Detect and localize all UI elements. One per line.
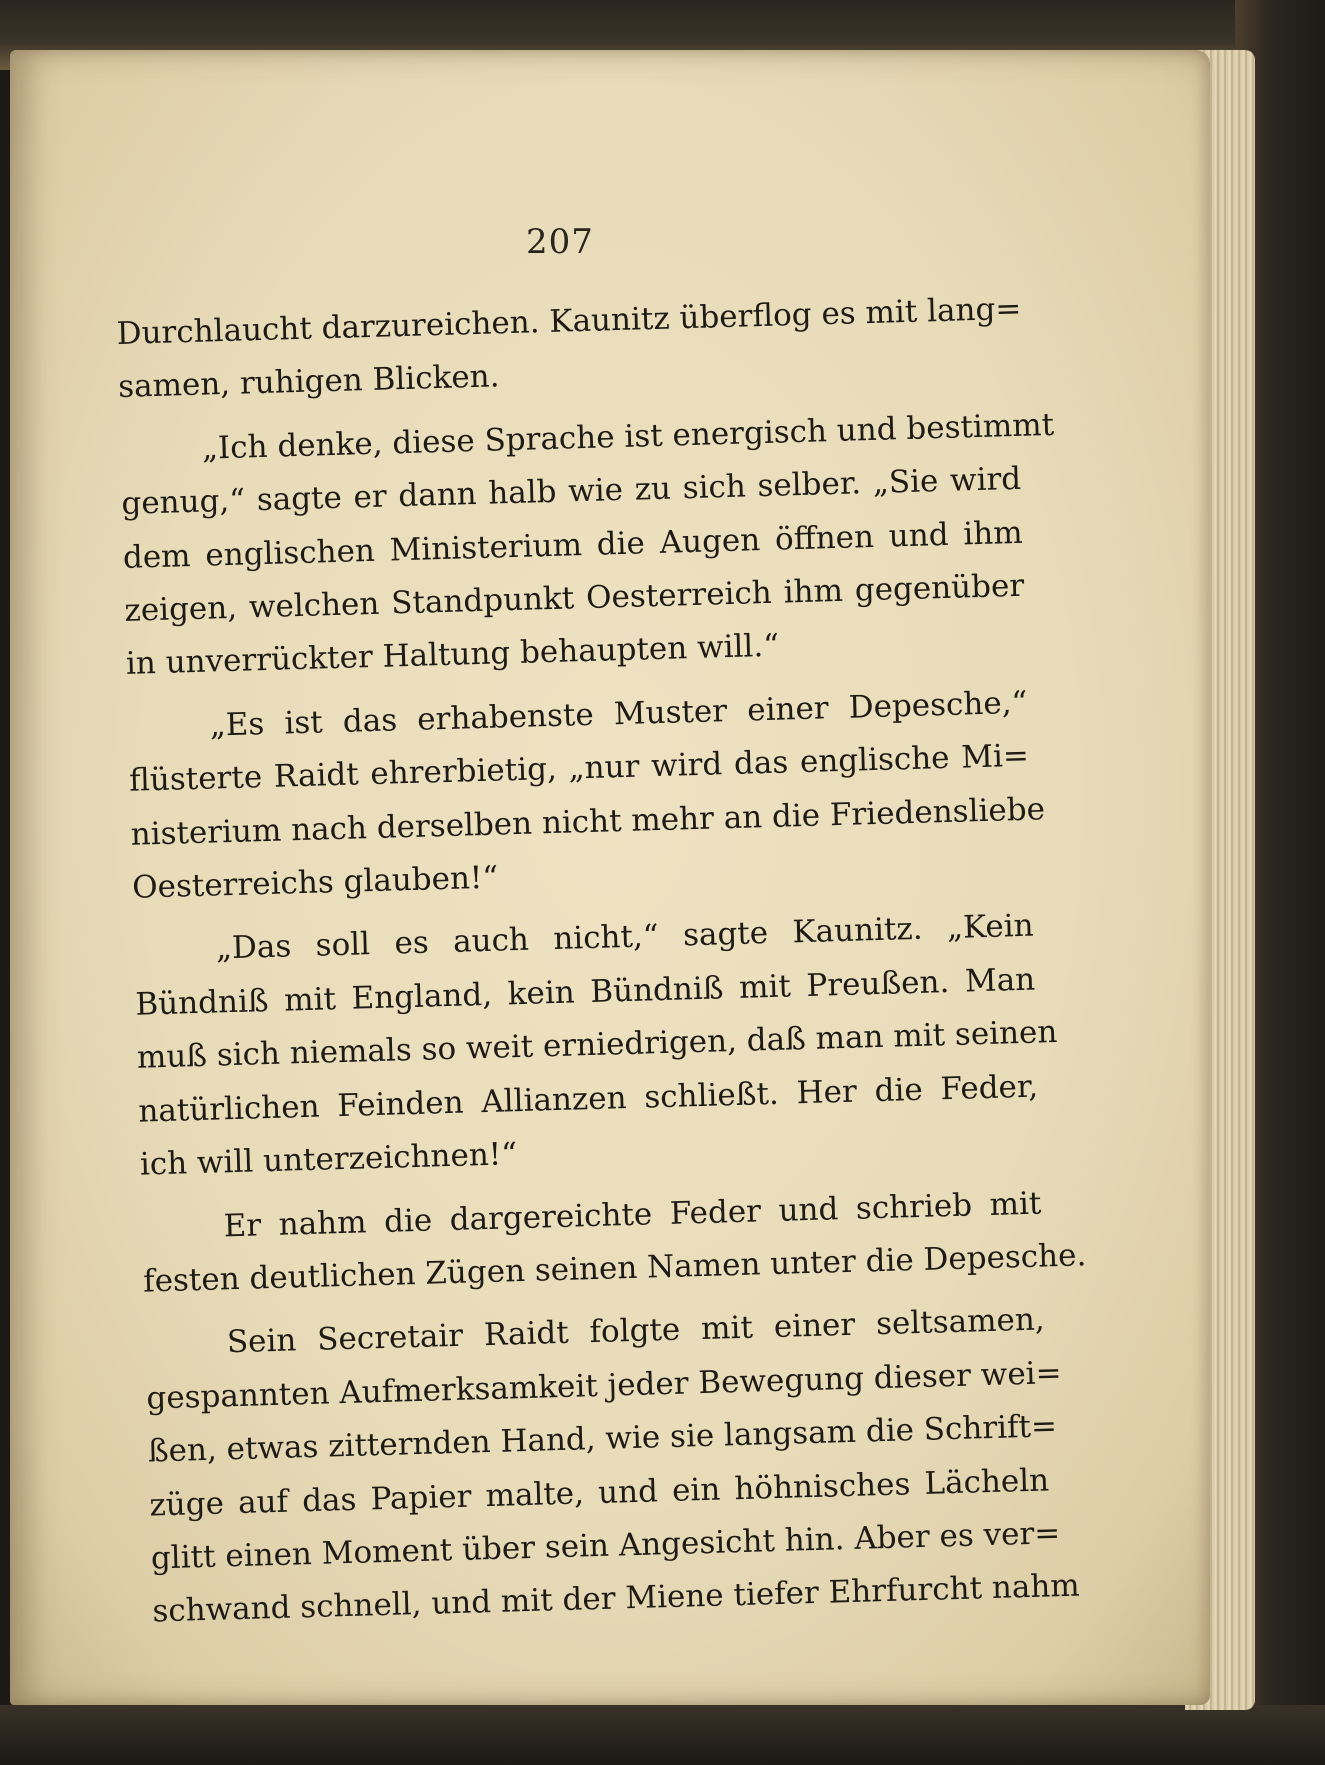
text-line: zeigen, welchen Standpunkt Oesterreich ihm gegenüber [123,567,1025,629]
text-line: flüsterte Raidt ehrerbietig, „nur wird das englische Mi= [128,737,1030,800]
book-cover-bottom-edge [0,1705,1325,1765]
text-line: samen, ruhigen Blicken. [117,358,500,406]
book-page [10,50,1210,1705]
text-line: „Das soll es auch nicht,“ sagte Kaunitz. „Kein [215,908,1035,967]
paragraph [133,900,1058,1192]
text-line: ich will unterzeichnen!“ [139,1136,518,1183]
text-line: genug,“ sagte er dann halb wie zu sich selber. „Sie wird [120,461,1022,523]
paragraph [127,677,1046,916]
paragraph [141,1177,1087,1309]
text-line: „Ich denke, diese Sprache ist energisch und bestimmt [201,406,1055,467]
text-line: Durchlaucht darzureichen. Kaunitz überflog es mit lang= [116,290,1022,352]
text-line: Oesterreichs glauben!“ [131,859,499,906]
text-line: Sein Secretair Raidt folgte mit einer seltsamen, [226,1301,1046,1361]
paragraph [119,400,1055,692]
text-line: festen deutlichen Zügen seinen Namen unter die Depesche. [142,1237,1087,1300]
page-number: 207 [526,222,594,262]
text-line: dem englischen Ministerium die Augen öffnen und ihm [122,514,1024,576]
paragraph [144,1294,1081,1639]
text-line: ßen, etwas zitternden Hand, wie sie langsam die Schrift= [147,1408,1058,1470]
text-line: natürlichen Feinden Allianzen schließt. Her die Feder, [137,1068,1039,1130]
text-line: „Es ist das erhabenste Muster einer Depesche,“ [209,684,1028,744]
paragraph [116,283,1022,415]
text-line: in unverrückter Haltung behaupten will.“ [125,628,780,683]
text-line: schwand schnell, und mit der Miene tiefer Ehrfurcht nahm [151,1567,1081,1630]
text-line: muß sich niemals so weit erniedrigen, daß man mit seinen [136,1014,1058,1076]
text-line: gespannten Aufmerksamkeit jeder Bewegung dieser wei= [145,1354,1063,1417]
text-line: Er nahm die dargereichte Feder und schrieb mit [223,1185,1042,1244]
text-line: nisterium nach derselben nicht mehr an die Friedensliebe [130,790,1046,853]
text-line: Bündniß mit England, kein Bündniß mit Preußen. Man [134,961,1036,1023]
page-body-text [116,283,1087,1649]
text-line: glitt einen Moment über sein Angesicht hin. Aber es ver= [150,1515,1061,1577]
text-line: züge auf das Papier malte, und ein höhnisches Lächeln [148,1461,1050,1524]
